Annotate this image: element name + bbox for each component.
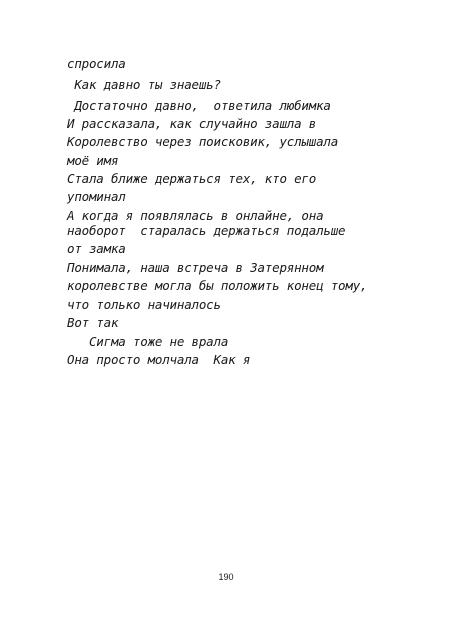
text-line: наоборот старалась держаться подальше (67, 223, 346, 238)
page-number: 190 (218, 572, 234, 582)
text-line: Она просто молчала Как я (67, 352, 251, 367)
text-line: моё имя (67, 153, 119, 168)
text-line: спросила (67, 56, 126, 71)
text-line: Достаточно давно, ответила любимка (67, 98, 331, 113)
text-line: А когда я появлялась в онлайне, она (67, 208, 324, 223)
text-line: Сигма тоже не врала (67, 334, 229, 349)
text-line: королевстве могла бы положить конец тому, (67, 278, 368, 293)
text-line: И рассказала, как случайно зашла в (67, 116, 317, 131)
text-line: Королевство через поисковик, услышала (67, 134, 339, 149)
text-line: что только начиналось (67, 297, 221, 312)
text-line: от замка (67, 241, 126, 256)
text-line: Вот так (67, 315, 119, 330)
text-line: Как давно ты знаешь? (67, 77, 221, 92)
text-line: Стала ближе держаться тех, кто его (67, 171, 317, 186)
text-line: упоминал (67, 189, 126, 204)
text-line: Понимала, наша встреча в Затерянном (67, 260, 324, 275)
